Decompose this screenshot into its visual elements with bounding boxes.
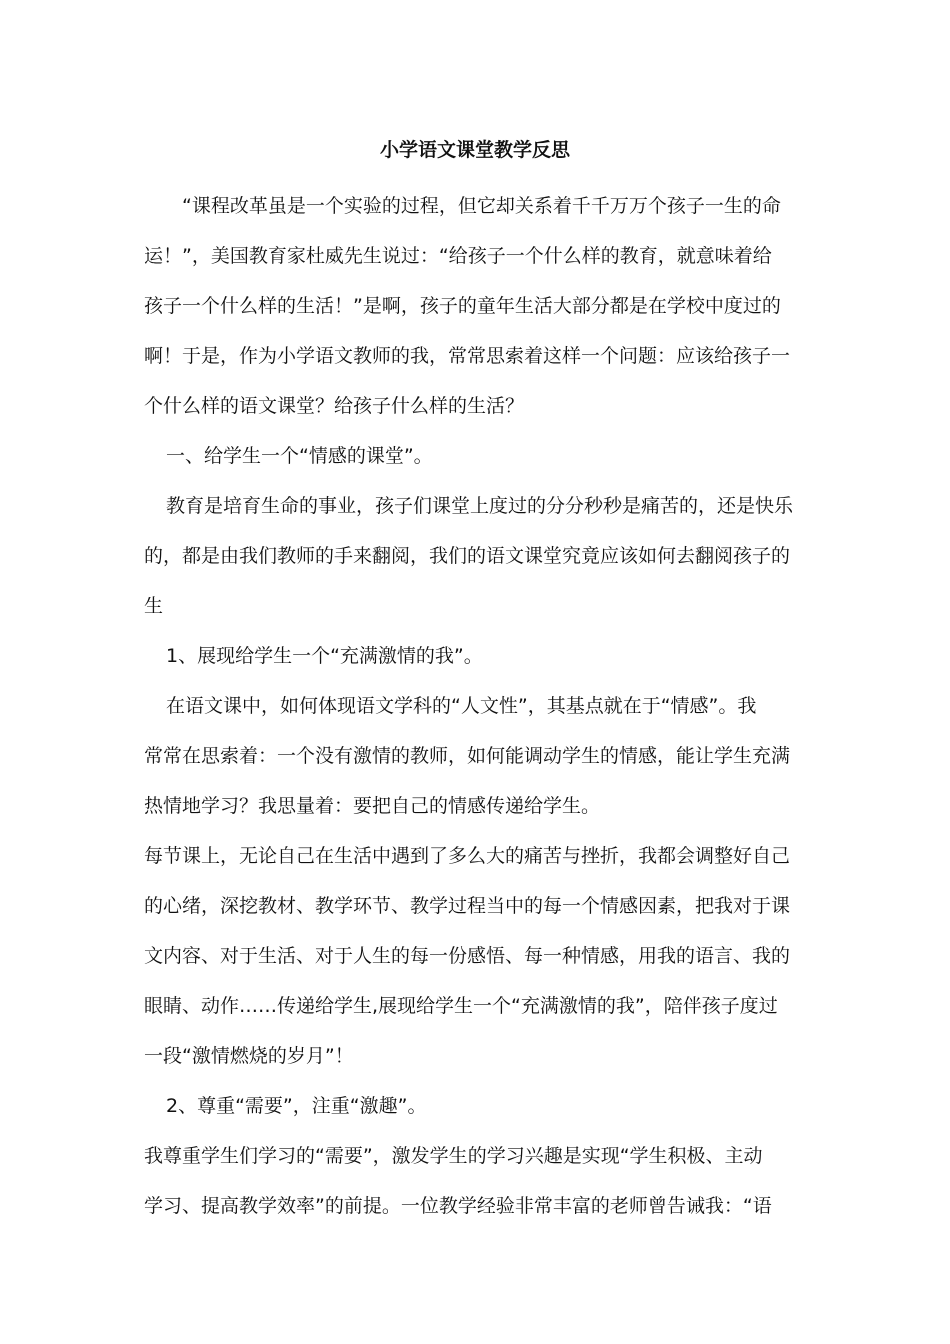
paragraph-line: 的心绪，深挖教材、教学环节、教学过程当中的每一个情感因素，把我对于课 [144, 895, 791, 917]
paragraph-line: 眼睛、动作……传递给学生,展现给学生一个“充满激情的我”，陪伴孩子度过 [144, 995, 778, 1017]
paragraph-line: 每节课上，无论自己在生活中遇到了多么大的痛苦与挫折，我都会调整好自己 [144, 845, 791, 867]
document-body [144, 181, 800, 1231]
paragraph-line: “课程改革虽是一个实验的过程，但它却关系着千千万万个孩子一生的命 [182, 195, 781, 217]
paragraph-line: 我尊重学生们学习的“需要”，激发学生的学习兴趣是实现“学生积极、主动 [144, 1145, 763, 1167]
section-heading: 一、给学生一个“情感的课堂”。 [166, 445, 433, 467]
paragraph-line: 学习、提高教学效率”的前提。一位教学经验非常丰富的老师曾告诫我：“语 [144, 1195, 772, 1217]
paragraph-line: 教育是培育生命的事业，孩子们课堂上度过的分分秒秒是痛苦的，还是快乐 [166, 495, 794, 517]
subsection-heading: 1、展现给学生一个“充满激情的我”。 [166, 645, 483, 667]
paragraph-line: 孩子一个什么样的生活！”是啊，孩子的童年生活大部分都是在学校中度过的 [144, 295, 781, 317]
paragraph-line: 一段“激情燃烧的岁月”！ [144, 1045, 354, 1067]
paragraph-line: 常常在思索着：一个没有激情的教师，如何能调动学生的情感，能让学生充满 [144, 745, 791, 767]
subsection-heading: 2、尊重“需要”，注重“激趣”。 [166, 1095, 427, 1117]
paragraph-line: 文内容、对于生活、对于人生的每一份感悟、每一种情感，用我的语言、我的 [144, 945, 791, 967]
paragraph-line: 啊！于是，作为小学语文教师的我，常常思索着这样一个问题：应该给孩子一 [144, 345, 791, 367]
document-title: 小学语文课堂教学反思 [379, 139, 570, 161]
paragraph-line: 运！”，美国教育家杜威先生说过：“给孩子一个什么样的教育，就意味着给 [144, 245, 772, 267]
paragraph-line: 的，都是由我们教师的手来翻阅，我们的语文课堂究竟应该如何去翻阅孩子的 [144, 545, 791, 567]
paragraph-line: 个什么样的语文课堂？给孩子什么样的生活？ [144, 395, 525, 417]
paragraph-line: 在语文课中，如何体现语文学科的“人文性”，其基点就在于“情感”。我 [166, 695, 757, 717]
paragraph-line: 热情地学习？我思量着：要把自己的情感传递给学生。 [144, 795, 601, 817]
paragraph-line: 生 [144, 595, 164, 617]
